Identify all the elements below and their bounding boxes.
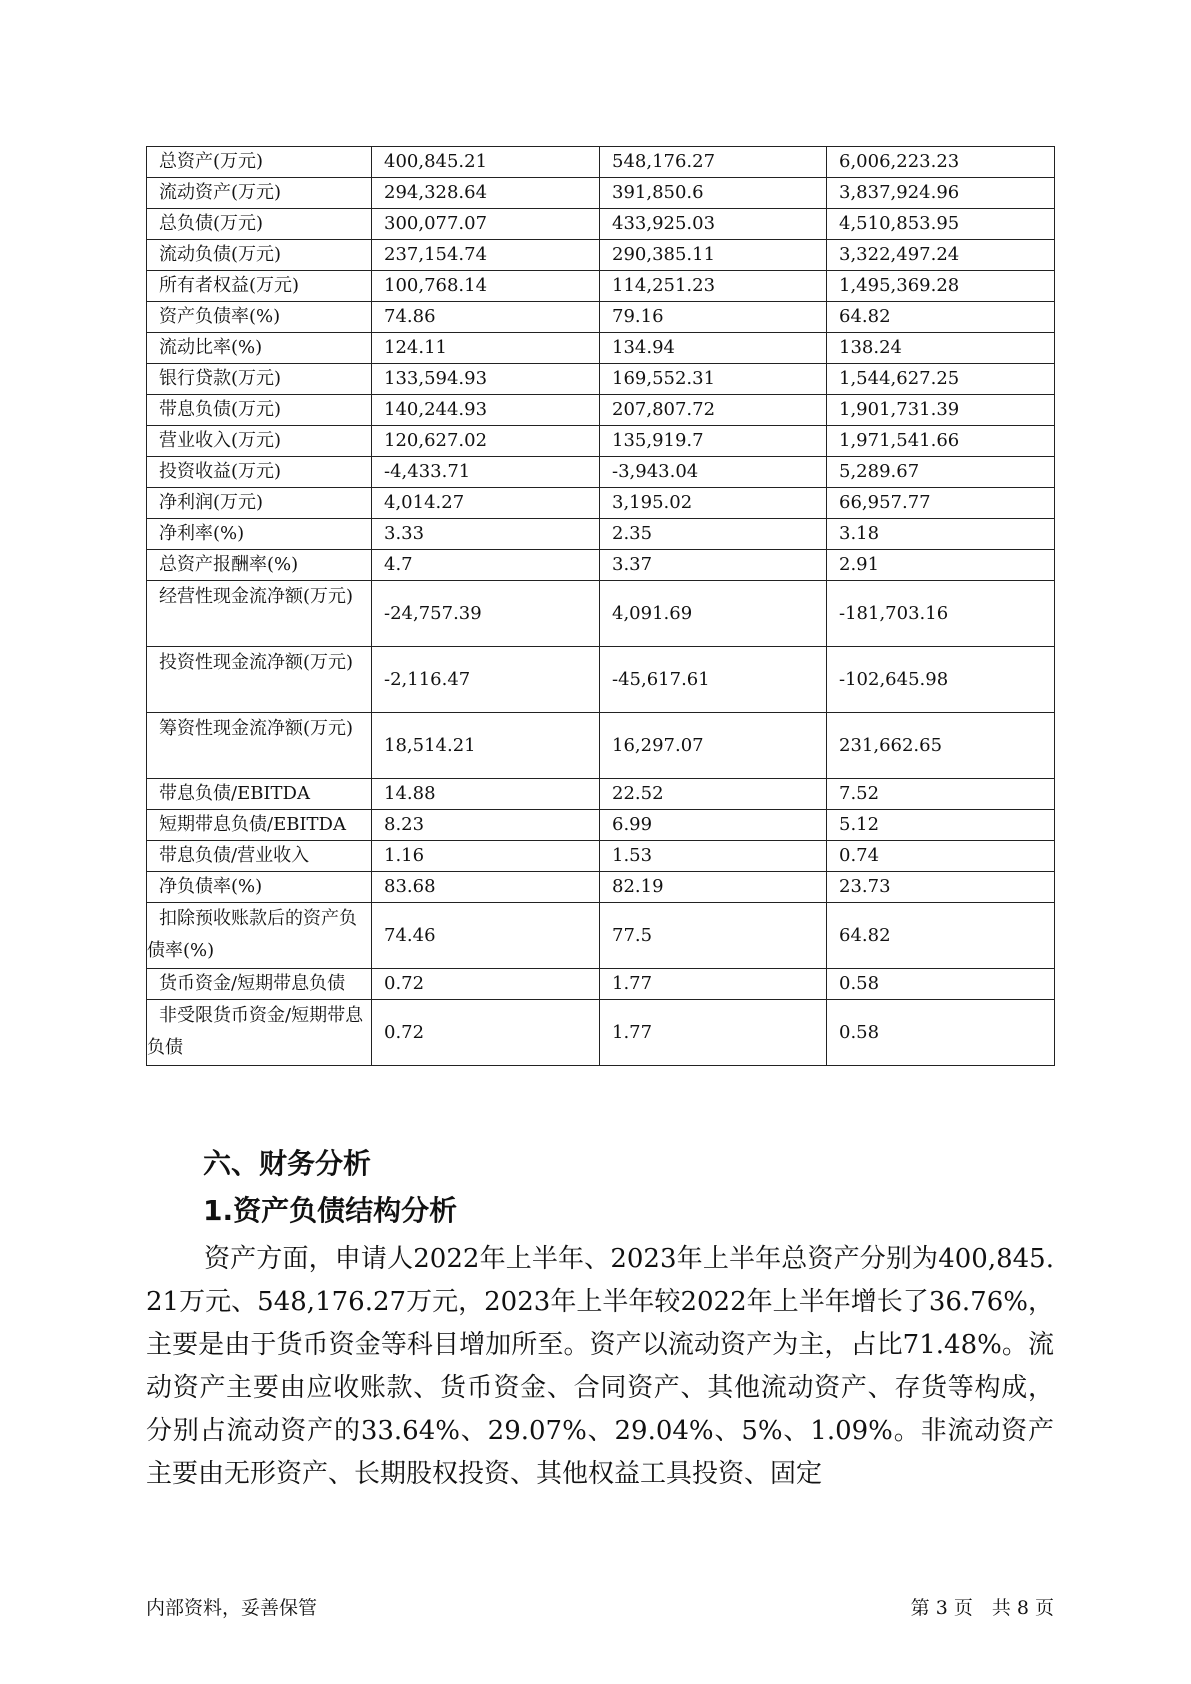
row-label-cell: 非受限货币资金/短期带息负债 xyxy=(147,1000,372,1066)
row-label-cell: 净利率(%) xyxy=(147,519,372,550)
section-heading: 六、财务分析 xyxy=(203,1147,372,1180)
value-cell-1: -24,757.39 xyxy=(372,581,600,647)
value-cell-2: 2.35 xyxy=(600,519,827,550)
value-cell-3: 4,510,853.95 xyxy=(827,209,1055,240)
value-cell-3: 64.82 xyxy=(827,903,1055,969)
value-cell-2: 548,176.27 xyxy=(600,147,827,178)
value-cell-1: 74.86 xyxy=(372,302,600,333)
value-cell-1: 294,328.64 xyxy=(372,178,600,209)
value-cell-2: 207,807.72 xyxy=(600,395,827,426)
table-row xyxy=(147,364,1055,395)
value-cell-3: 0.74 xyxy=(827,841,1055,872)
table-row xyxy=(147,841,1055,872)
row-label-cell: 总资产报酬率(%) xyxy=(147,550,372,581)
value-cell-1: 0.72 xyxy=(372,1000,600,1066)
value-cell-3: 1,971,541.66 xyxy=(827,426,1055,457)
value-cell-3: 0.58 xyxy=(827,1000,1055,1066)
row-label-cell: 所有者权益(万元) xyxy=(147,271,372,302)
value-cell-1: -4,433.71 xyxy=(372,457,600,488)
table-row xyxy=(147,550,1055,581)
value-cell-1: 124.11 xyxy=(372,333,600,364)
value-cell-2: 6.99 xyxy=(600,810,827,841)
row-label-cell: 流动负债(万元) xyxy=(147,240,372,271)
value-cell-2: 114,251.23 xyxy=(600,271,827,302)
table-row xyxy=(147,519,1055,550)
value-cell-2: 3.37 xyxy=(600,550,827,581)
row-label-cell: 总资产(万元) xyxy=(147,147,372,178)
table-row xyxy=(147,969,1055,1000)
value-cell-2: 22.52 xyxy=(600,779,827,810)
value-cell-3: 5.12 xyxy=(827,810,1055,841)
value-cell-1: 120,627.02 xyxy=(372,426,600,457)
table-row xyxy=(147,395,1055,426)
value-cell-2: 1.77 xyxy=(600,969,827,1000)
value-cell-2: 290,385.11 xyxy=(600,240,827,271)
table-row xyxy=(147,647,1055,713)
financial-indicators-table xyxy=(146,146,1055,1066)
value-cell-3: 0.58 xyxy=(827,969,1055,1000)
footer-confidential-note: 内部资料，妥善保管 xyxy=(146,1597,318,1619)
value-cell-2: 77.5 xyxy=(600,903,827,969)
row-label-cell: 总负债(万元) xyxy=(147,209,372,240)
row-label-cell: 经营性现金流净额(万元) xyxy=(147,581,372,647)
value-cell-1: 74.46 xyxy=(372,903,600,969)
row-label-cell: 资产负债率(%) xyxy=(147,302,372,333)
value-cell-1: 100,768.14 xyxy=(372,271,600,302)
row-label-cell: 流动比率(%) xyxy=(147,333,372,364)
value-cell-1: 8.23 xyxy=(372,810,600,841)
table-row xyxy=(147,872,1055,903)
value-cell-3: -102,645.98 xyxy=(827,647,1055,713)
value-cell-2: 79.16 xyxy=(600,302,827,333)
value-cell-2: -45,617.61 xyxy=(600,647,827,713)
value-cell-2: 1.53 xyxy=(600,841,827,872)
table-row xyxy=(147,779,1055,810)
value-cell-3: 64.82 xyxy=(827,302,1055,333)
row-label-cell: 货币资金/短期带息负债 xyxy=(147,969,372,1000)
value-cell-1: 14.88 xyxy=(372,779,600,810)
table-row xyxy=(147,426,1055,457)
row-label-cell: 银行贷款(万元) xyxy=(147,364,372,395)
table-row xyxy=(147,488,1055,519)
value-cell-3: 66,957.77 xyxy=(827,488,1055,519)
value-cell-2: -3,943.04 xyxy=(600,457,827,488)
value-cell-2: 134.94 xyxy=(600,333,827,364)
value-cell-3: 23.73 xyxy=(827,872,1055,903)
table-row xyxy=(147,581,1055,647)
table-row xyxy=(147,271,1055,302)
value-cell-3: 1,495,369.28 xyxy=(827,271,1055,302)
value-cell-2: 391,850.6 xyxy=(600,178,827,209)
row-label-cell: 流动资产(万元) xyxy=(147,178,372,209)
value-cell-1: 4.7 xyxy=(372,550,600,581)
footer-page-number: 第 3 页 共 8 页 xyxy=(910,1597,1054,1619)
table-row xyxy=(147,457,1055,488)
table-row xyxy=(147,810,1055,841)
value-cell-3: 3,322,497.24 xyxy=(827,240,1055,271)
value-cell-1: 4,014.27 xyxy=(372,488,600,519)
table-row xyxy=(147,903,1055,969)
value-cell-2: 3,195.02 xyxy=(600,488,827,519)
row-label-cell: 短期带息负债/EBITDA xyxy=(147,810,372,841)
row-label-cell: 净利润(万元) xyxy=(147,488,372,519)
value-cell-3: 1,544,627.25 xyxy=(827,364,1055,395)
financial-table-body xyxy=(147,147,1055,1066)
table-row xyxy=(147,302,1055,333)
value-cell-1: 3.33 xyxy=(372,519,600,550)
row-label-cell: 净负债率(%) xyxy=(147,872,372,903)
value-cell-2: 16,297.07 xyxy=(600,713,827,779)
row-label-cell: 投资性现金流净额(万元) xyxy=(147,647,372,713)
value-cell-1: 300,077.07 xyxy=(372,209,600,240)
value-cell-3: 3.18 xyxy=(827,519,1055,550)
row-label-cell: 营业收入(万元) xyxy=(147,426,372,457)
subsection-heading: 1.资产负债结构分析 xyxy=(203,1194,458,1227)
row-label-cell: 投资收益(万元) xyxy=(147,457,372,488)
value-cell-2: 82.19 xyxy=(600,872,827,903)
row-label-cell: 扣除预收账款后的资产负债率(%) xyxy=(147,903,372,969)
value-cell-3: 1,901,731.39 xyxy=(827,395,1055,426)
value-cell-2: 1.77 xyxy=(600,1000,827,1066)
value-cell-1: 1.16 xyxy=(372,841,600,872)
table-row xyxy=(147,147,1055,178)
value-cell-3: 5,289.67 xyxy=(827,457,1055,488)
value-cell-3: 3,837,924.96 xyxy=(827,178,1055,209)
value-cell-1: -2,116.47 xyxy=(372,647,600,713)
value-cell-3: 2.91 xyxy=(827,550,1055,581)
row-label-cell: 带息负债(万元) xyxy=(147,395,372,426)
row-label-cell: 筹资性现金流净额(万元) xyxy=(147,713,372,779)
value-cell-1: 133,594.93 xyxy=(372,364,600,395)
table-row xyxy=(147,1000,1055,1066)
value-cell-3: 7.52 xyxy=(827,779,1055,810)
table-row xyxy=(147,209,1055,240)
table-row xyxy=(147,178,1055,209)
value-cell-2: 169,552.31 xyxy=(600,364,827,395)
value-cell-3: 138.24 xyxy=(827,333,1055,364)
value-cell-1: 237,154.74 xyxy=(372,240,600,271)
value-cell-1: 0.72 xyxy=(372,969,600,1000)
value-cell-3: -181,703.16 xyxy=(827,581,1055,647)
analysis-paragraph: 资产方面，申请人2022年上半年、2023年上半年总资产分别为400,845.21万元、548,176.27万元，2023年上半年较2022年上半年增长了36.76%，主要是由于货币资金等科目增加所至。资产以流动资产为主，占比71.48%。流动资产主要由应收账款、货币资金、合同资产、其他流动资产、存货等构成，分别占流动资产的33.64%、29.07%、29.04%、5%、1.09%。非流动资产主要由无形资产、长期股权投资、其他权益工具投资、固定 xyxy=(146,1244,1054,1489)
value-cell-3: 6,006,223.23 xyxy=(827,147,1055,178)
row-label-cell: 带息负债/营业收入 xyxy=(147,841,372,872)
value-cell-1: 140,244.93 xyxy=(372,395,600,426)
value-cell-1: 83.68 xyxy=(372,872,600,903)
value-cell-1: 400,845.21 xyxy=(372,147,600,178)
value-cell-1: 18,514.21 xyxy=(372,713,600,779)
value-cell-2: 135,919.7 xyxy=(600,426,827,457)
table-row xyxy=(147,713,1055,779)
value-cell-2: 4,091.69 xyxy=(600,581,827,647)
table-row xyxy=(147,333,1055,364)
table-row xyxy=(147,240,1055,271)
row-label-cell: 带息负债/EBITDA xyxy=(147,779,372,810)
value-cell-2: 433,925.03 xyxy=(600,209,827,240)
value-cell-3: 231,662.65 xyxy=(827,713,1055,779)
